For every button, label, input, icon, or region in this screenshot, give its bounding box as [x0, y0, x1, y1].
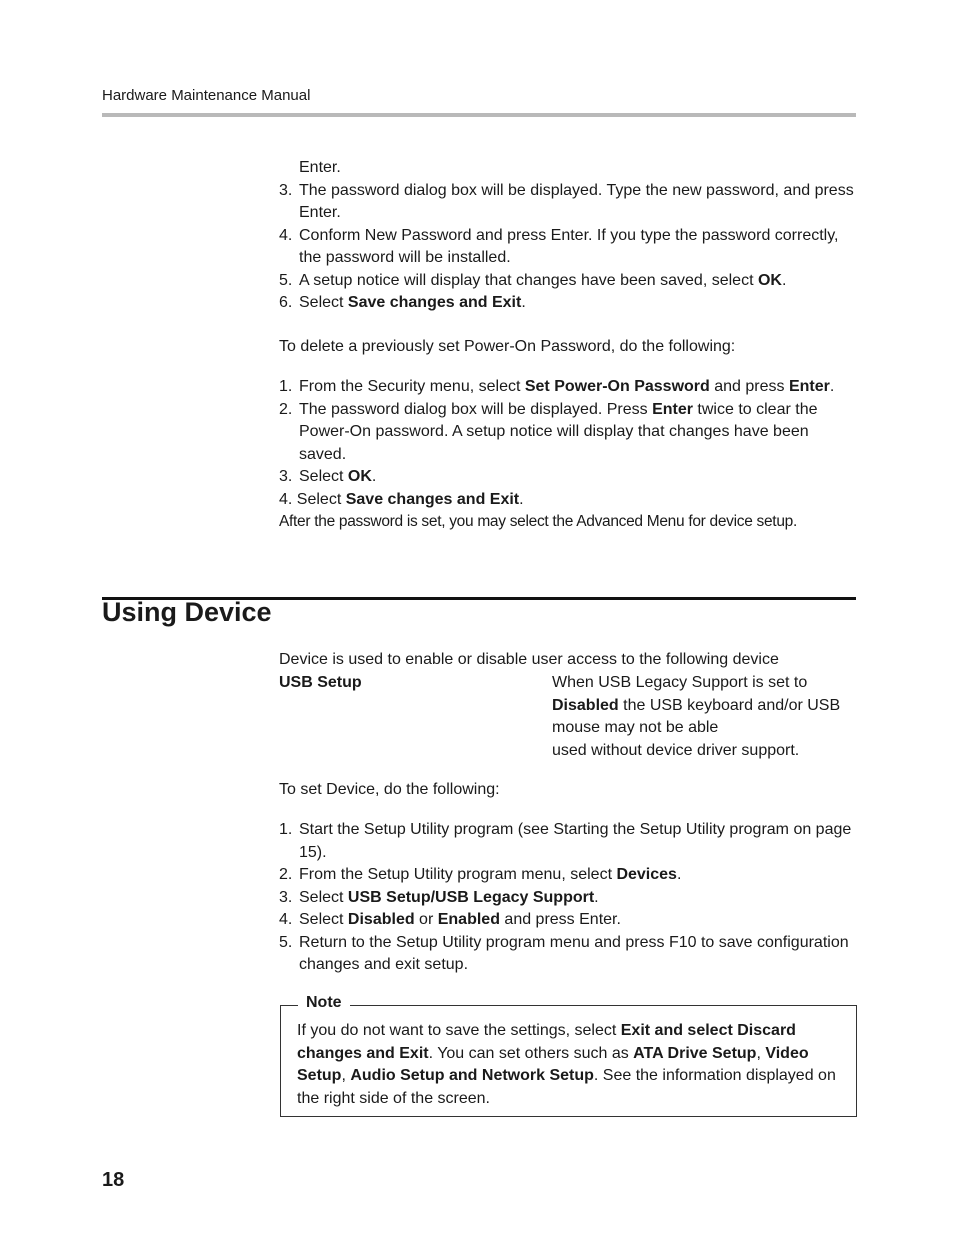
- list-item: 1. Start the Setup Utility program (see Starting the Setup Utility program on page 15).: [279, 821, 852, 861]
- delete-intro-paragraph: To delete a previously set Power-On Password, do the following:: [279, 338, 736, 355]
- list-item: Enter.: [299, 159, 341, 176]
- list-item: 4. Conform New Password and press Enter. If you type the password correctly, the password will be installed.: [279, 226, 839, 266]
- delete-steps-list: [279, 376, 859, 534]
- list-item: 3. The password dialog box will be displayed. Type the new password, and press Enter.: [279, 181, 854, 221]
- set-device-intro: To set Device, do the following:: [279, 781, 500, 798]
- list-item: 1. From the Security menu, select Set Power-On Password and press Enter.: [279, 378, 835, 395]
- list-item: 3. Select OK.: [279, 468, 377, 485]
- header-rule: [102, 113, 856, 117]
- page-number: 18: [102, 1169, 125, 1191]
- list-item: 5. A setup notice will display that changes have been saved, select OK.: [279, 271, 787, 289]
- set-device-steps-list: [279, 819, 859, 977]
- note-label: Note: [298, 993, 350, 1013]
- list-item: 6. Select Save changes and Exit.: [279, 294, 526, 311]
- section-heading: Using Device: [102, 597, 272, 627]
- list-item: 4. Select Disabled or Enabled and press Enter.: [279, 911, 621, 928]
- list-item: 2. The password dialog box will be displayed. Press Enter twice to clear the Power-On password. A setup notice will display that changes have been saved.: [279, 400, 818, 463]
- note-text: If you do not want to save the settings, select Exit and select Discard changes and Exit. You can set others such as ATA Drive Setup, Video Setup, Audio Setup and Network Setup. See the information displayed on the right side of the screen.: [297, 1022, 836, 1107]
- usb-setup-term: USB Setup: [279, 674, 362, 691]
- after-password-note: After the password is set, you may select the Advanced Menu for device setup.: [279, 513, 797, 530]
- list-item: 5. Return to the Setup Utility program menu and press F10 to save configuration changes and exit setup.: [279, 933, 849, 973]
- list-item: 2. From the Setup Utility program menu, select Devices.: [279, 866, 682, 883]
- list-item: 3. Select USB Setup/USB Legacy Support.: [279, 888, 599, 906]
- usb-setup-description: When USB Legacy Support is set to Disabled the USB keyboard and/or USB mouse may not be able used without device driver support.: [552, 674, 841, 759]
- device-intro-paragraph: Device is used to enable or disable user access to the following device: [279, 651, 779, 668]
- password-steps-list: [279, 157, 859, 315]
- running-header: Hardware Maintenance Manual: [102, 87, 311, 104]
- list-item: 4. Select Save changes and Exit.: [279, 490, 524, 508]
